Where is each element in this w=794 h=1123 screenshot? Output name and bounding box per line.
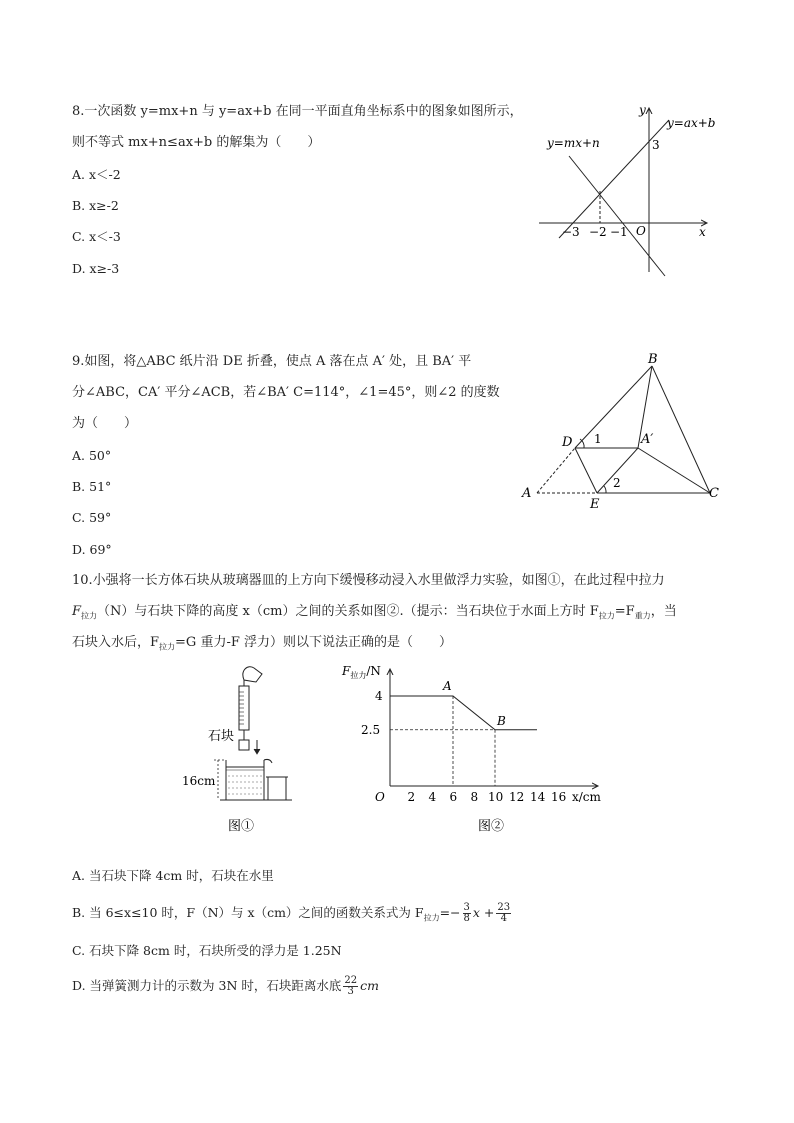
q10-fig1-caption: 图① [228, 819, 255, 834]
q9-dashed-ad [537, 448, 575, 493]
q10-option-d: D. 当弹簧测力计的示数为 3N 时，石块距离水底 $\frac{22}{3}$ cm [72, 975, 379, 997]
q9-angle-1-arc [580, 439, 584, 448]
q9-point-c: C [709, 486, 719, 501]
q9-option-c: C. 59° [72, 510, 112, 525]
q10-option-d-fraction: $\frac{22}{3}$ [344, 975, 358, 997]
q8-tick-neg1: −1 [610, 225, 628, 239]
q10-fig2-x-tick-10: 10 [488, 790, 504, 804]
q9-point-a-prime: A′ [641, 432, 654, 447]
down-arrow-icon [254, 749, 260, 754]
q8-line-mx-n [569, 156, 665, 276]
q10-fig2-x-tick-14: 14 [530, 790, 546, 804]
q9-figure-folded-triangle [510, 348, 735, 513]
q10-figure1-apparatus [180, 662, 310, 837]
q8-figure-coordinate-graph [535, 100, 735, 280]
q10-option-c: C. 石块下降 8cm 时，石块所受的浮力是 1.25N [72, 943, 342, 958]
q10-fig2-x-tick-4: 4 [428, 790, 437, 804]
q9-option-d: D. 69° [72, 542, 112, 557]
q9-stem-line1: 9.如图，将△ABC 纸片沿 DE 折叠，使点 A 落在点 A′ 处，且 BA′ 平 [72, 354, 472, 369]
q10-fig2-x-label: x/cm [572, 790, 601, 804]
q9-point-d: D [562, 435, 573, 450]
q8-label-origin: O [636, 224, 646, 238]
q8-tick-neg3: −3 [562, 225, 580, 239]
q10-fig2-origin: O [375, 790, 385, 804]
q9-stem-line2: 分∠ABC，CA′ 平分∠ACB，若∠BA′ C=114°，∠1=45°，则∠2 的度数 [72, 385, 500, 400]
q10-fig2-y-tick-4: 4 [375, 689, 383, 703]
q10-fig2-x-tick-6: 6 [449, 790, 458, 804]
q9-angle-2-label: 2 [613, 476, 621, 490]
q9-option-a: A. 50° [72, 448, 112, 463]
q10-fig2-x-tick-2: 2 [407, 790, 416, 804]
q10-fig2-x-tick-8: 8 [470, 790, 479, 804]
small-container-icon [268, 777, 286, 800]
q10-option-b: B. 当 6≤x≤10 时，F（N）与 x（cm）之间的函数关系式为 $F_{拉力}=-$ $\frac{3}{8}$ x + $\frac{23}{4}$ [72, 902, 511, 924]
q10-fig2-y-tick-2.5: 2.5 [361, 722, 381, 737]
q9-segment-de [575, 448, 597, 493]
q10-fig2-y-label: $F_{拉力}/N$ [342, 664, 381, 680]
q10-option-b-fraction-1: $\frac{3}{8}$ [463, 902, 470, 924]
q10-fig2-x-tick-12: 12 [509, 790, 525, 804]
q9-point-b: B [648, 352, 658, 367]
q10-stem-line2: $F_{拉力}(N)$与石块下降的高度 x（cm）之间的关系如图②.（提示：当石块位于水面上方时 $F_{拉力}=F_{重力}$，当 [72, 604, 677, 621]
q10-figure2-force-chart [340, 655, 615, 837]
q8-label-3: 3 [652, 138, 660, 152]
q10-stem-line3: 石块入水后，$F_{拉力}=G$ 重力-F 浮力）则以下说法正确的是（ ） [72, 635, 452, 652]
q8-option-b: B. x≥-2 [72, 198, 119, 213]
q8-x-axis-label: x [699, 225, 706, 239]
q10-fig2-caption: 图② [478, 819, 505, 834]
q9-segment-bc [652, 366, 710, 493]
q10-fig2-series-line [390, 696, 537, 730]
q9-angle-1-label: 1 [594, 432, 602, 446]
q8-label-line-mn: y=mx+n [547, 136, 600, 150]
q8-option-c: C. x＜-3 [72, 229, 121, 244]
q10-option-a: A. 当石块下降 4cm 时，石块在水里 [72, 868, 274, 883]
q9-option-b: B. 51° [72, 479, 112, 494]
q8-stem-line2: 则不等式 mx+n≤ax+b 的解集为（ ） [72, 135, 321, 150]
q9-point-a: A [522, 486, 532, 501]
q8-label-line-ab: y=ax+b [667, 116, 716, 130]
q10-fig1-label-height: 16cm [182, 774, 216, 788]
q10-fig2-x-tick-16: 16 [551, 790, 567, 804]
q10-fig1-label-stone: 石块 [208, 729, 235, 744]
hand-icon [243, 667, 262, 682]
q9-point-e: E [590, 497, 600, 512]
q8-stem-line1: 8.一次函数 y=mx+n 与 y=ax+b 在同一平面直角坐标系中的图象如图所示， [72, 104, 523, 119]
q10-stem-line1: 10.小强将一长方体石块从玻璃器皿的上方向下缓慢移动浸入水里做浮力实验，如图①，在此过程中拉力 [72, 573, 665, 588]
stone-block [239, 740, 249, 750]
q9-angle-2-arc [604, 486, 606, 493]
q8-tick-neg2: −2 [589, 225, 607, 239]
q8-y-axis-label: y [639, 103, 646, 117]
q10-option-b-fraction-2: $\frac{23}{4}$ [497, 902, 511, 924]
q8-option-d: D. x≥-3 [72, 261, 120, 276]
q10-fig2-point-b: B [497, 713, 506, 728]
q9-stem-line3: 为（ ） [72, 416, 138, 431]
q8-option-a: A. x＜-2 [72, 167, 121, 182]
q10-fig2-point-a: A [443, 679, 452, 693]
